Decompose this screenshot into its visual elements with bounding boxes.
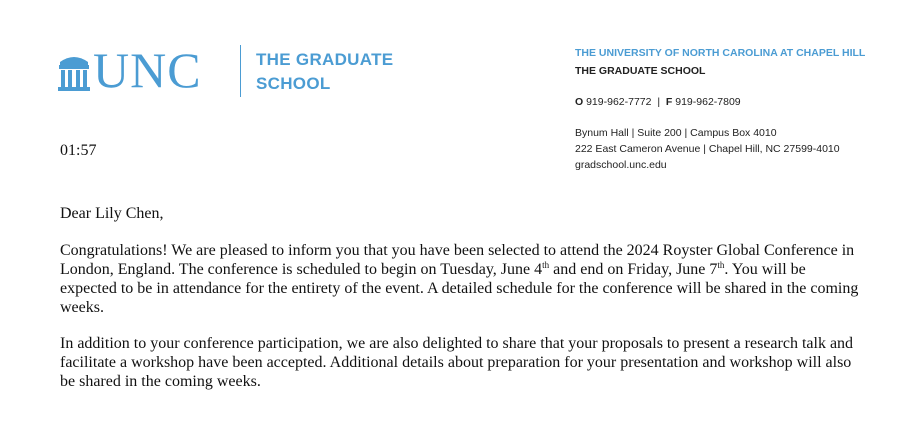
office-phone: 919-962-7772 (586, 96, 652, 108)
paragraph-1-part-a: Congratulations! We are pleased to inform you that you have been selected to attend the 2024 Royster Global Conference in London, England. The conference is scheduled to begin on Tuesday, June 4 (60, 242, 855, 278)
contact-block (575, 46, 865, 173)
ordinal-suffix-1: th (542, 260, 550, 270)
office-label: O (575, 96, 584, 108)
department-name: THE GRADUATE SCHOOL (575, 65, 706, 77)
salutation: Dear Lily Chen, (60, 205, 164, 222)
time-stamp: 01:57 (60, 142, 97, 159)
old-well-icon (58, 48, 90, 92)
letter-body (60, 204, 860, 391)
fax-phone: 919-962-7809 (675, 96, 741, 108)
phone-line (575, 95, 865, 109)
logo-wordmark: UNC (93, 42, 202, 98)
unc-logo (58, 44, 202, 96)
address-line1: Bynum Hall | Suite 200 | Campus Box 4010 (575, 127, 777, 139)
address-block (575, 125, 865, 173)
paragraph-1-part-c: . You will be expected to be in attendance for the entirety of the event. A detailed schedule for the conference will be shared in the coming weeks. (60, 261, 859, 316)
paragraph-1-part-b: and end on Friday, June 7 (549, 261, 718, 278)
address-line2: 222 East Cameron Avenue | Chapel Hill, NC 27599-4010 (575, 143, 840, 155)
website: gradschool.unc.edu (575, 159, 667, 171)
logo-divider (240, 45, 241, 97)
fax-label: F (665, 96, 673, 108)
phone-separator: | (657, 96, 661, 108)
ordinal-suffix-2: th (717, 260, 725, 270)
university-name: THE UNIVERSITY OF NORTH CAROLINA AT CHAPEL HILL (575, 47, 866, 59)
paragraph-2: In addition to your conference participation, we are also delighted to share that your proposals to present a research talk and facilitate a workshop have been accepted. Additional details about preparation for your presentation and workshop will also be shared in the coming weeks. (60, 335, 854, 390)
school-name-line2: SCHOOL (256, 74, 331, 93)
paragraph-1 (60, 241, 860, 317)
school-name (256, 48, 393, 96)
school-name-line1: THE GRADUATE (256, 50, 394, 69)
